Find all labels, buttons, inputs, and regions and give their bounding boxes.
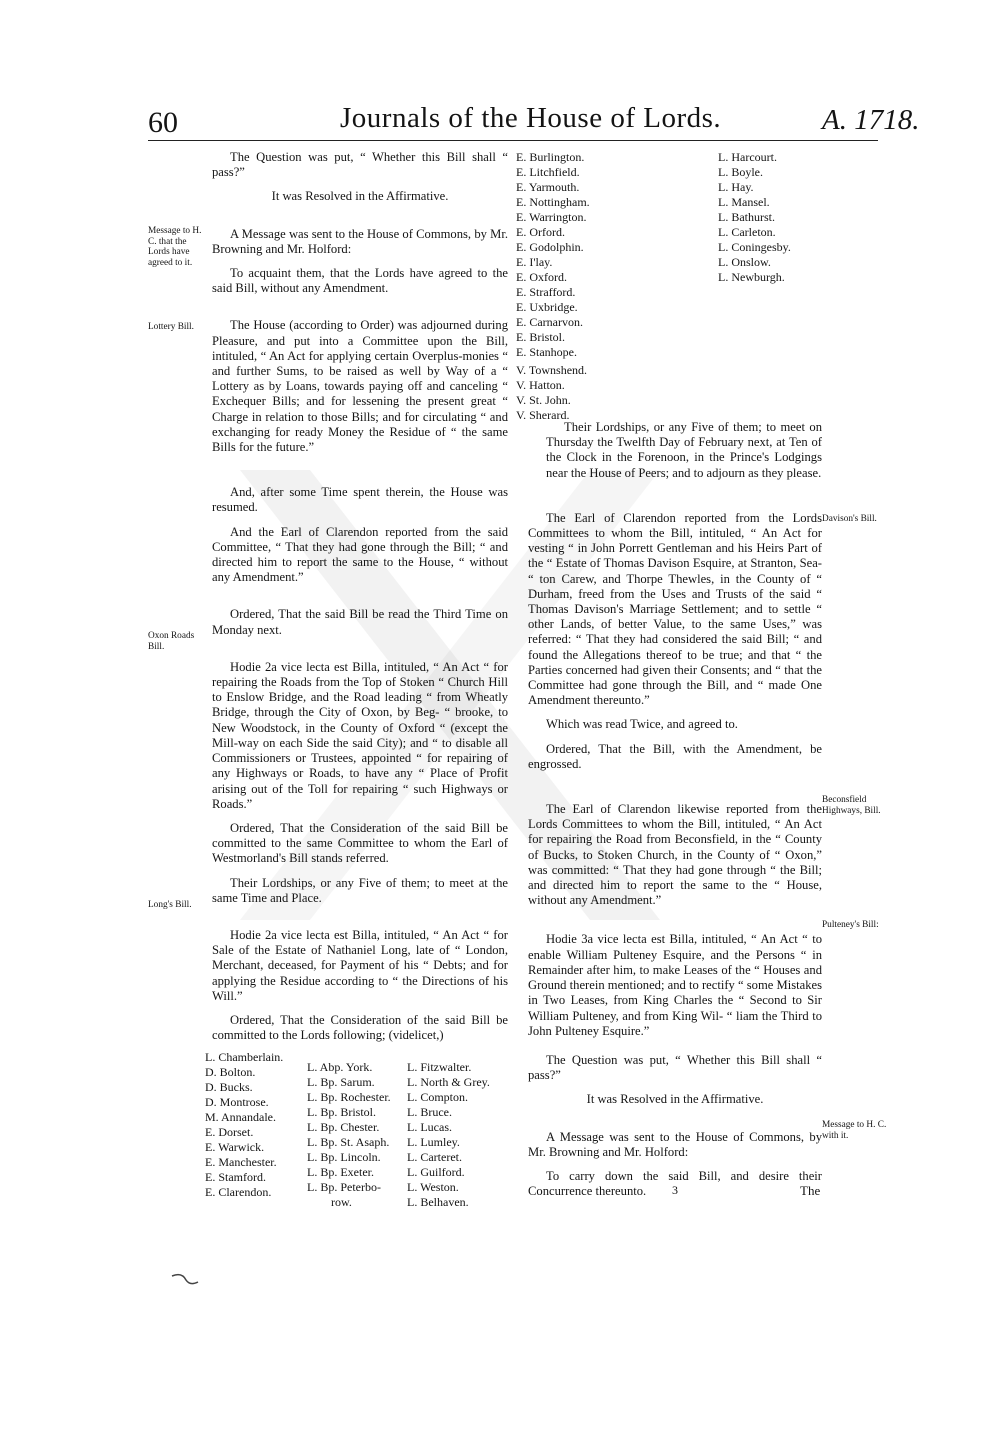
margin-note: Davison's Bill. xyxy=(822,514,877,524)
paragraph: Ordered, That the Consideration of the said Bill be committed to the Lords following; (videlicet,) xyxy=(212,1012,508,1043)
right-column xyxy=(528,420,822,1208)
list-item: L. Newburgh. xyxy=(718,270,785,284)
list-item: L. Bp. St. Asaph. xyxy=(307,1135,390,1149)
list-item: V. Hatton. xyxy=(516,378,565,392)
list-item: L. Chamberlain. xyxy=(205,1050,284,1064)
list-item: L. Fitzwalter. xyxy=(407,1060,472,1074)
paragraph: Which was read Twice, and agreed to. xyxy=(546,717,738,732)
paragraph: The Earl of Clarendon likewise reported from the Lords Committees to whom the Bill, intituled, “ An Act for repairing the Road from Beconsfield, in the “ County of Bucks, to Stoken Church, in the County of “ Oxon,” was committed: “ That they had gone through “ the Bill; and directed him to report the same to the “ House, without any Amendment.” xyxy=(528,802,822,908)
list-item: E. Stanhope. xyxy=(516,345,577,359)
list-item: V. St. John. xyxy=(516,393,571,407)
right-lords-col1 xyxy=(516,150,590,423)
margin-note: Lottery Bill. xyxy=(148,322,194,332)
list-item: E. Litchfield. xyxy=(516,165,580,179)
list-item: E. Warwick. xyxy=(205,1140,265,1154)
list-item: L. Weston. xyxy=(407,1180,459,1194)
paragraph: To acquaint them, that the Lords have agreed to the said Bill, without any Amendment. xyxy=(212,266,508,296)
paragraph: To carry down the said Bill, and desire their Concurrence thereunto. xyxy=(528,1168,822,1199)
list-item: E. Yarmouth. xyxy=(516,180,580,194)
list-item: E. Carnarvon. xyxy=(516,315,583,329)
list-item: E. Manchester. xyxy=(205,1155,277,1169)
paragraph: The House (according to Order) was adjourned during Pleasure, and put into a Committee upon the Bill, intituled, “ An Act for applying certain Overplus-monies “ and further Sums, to be raised as well by Way of a “ Lottery as by Loans, towards paying off and canceling “ Exchequer Bills; and for lessening the present great “ Charge in relation to those Bills; and for circulating “ and exchanging for ready Money the Residue of “ the same Bills for the future.” xyxy=(212,318,508,455)
margin-note: Message to H. C. with it. xyxy=(822,1120,887,1141)
margin-note: Long's Bill. xyxy=(148,900,192,910)
list-item: M. Annandale. xyxy=(205,1110,276,1124)
paragraph: Ordered, That the Consideration of the said Bill be committed to the same Committee to whom the Earl of Westmorland's Bill stands referred. xyxy=(212,820,508,866)
list-item: L. Bruce. xyxy=(407,1105,452,1119)
lords-list-col1 xyxy=(205,1050,283,1200)
list-item: D. Bolton. xyxy=(205,1065,256,1079)
list-item: L. Hay. xyxy=(718,180,754,194)
paragraph: The Earl of Clarendon reported from the Lords Committees to whom the Bill, intituled, “ An Act for vesting “ in John Porrett Gentleman and his Heirs Part of the “ Estate of Thomas Davison Esquire, at Stranton, Sea- “ ton Carew, and Thorpe Thewles, in the County of “ Durham, freed from the Uses and Trusts of the said “ Thomas Davison's Marriage Settlement; and to settle “ other Lands, of better Value, to the same Uses,” was referred: “ That they had considered the said Bill; “ and found the Allegations thereof to be true; and that “ the Parties concerned had given their Consents; and “ that the Committee had gone through the Bill, and “ made One Amendment thereunto.” xyxy=(528,510,822,708)
list-item: L. Onslow. xyxy=(718,255,771,269)
paragraph: Their Lordships, or any Five of them; to meet at the same Time and Place. xyxy=(212,875,508,905)
page-number: 60 xyxy=(148,106,178,139)
list-item: L. Mansel. xyxy=(718,195,770,209)
margin-note: Pulteney's Bill: xyxy=(822,920,879,930)
list-item: L. Lucas. xyxy=(407,1120,452,1134)
list-item: V. Townshend. xyxy=(516,363,588,377)
page-title: Journals of the House of Lords. xyxy=(340,102,722,134)
paragraph: Hodie 2a vice lecta est Billa, intituled, “ An Act “ for Sale of the Estate of Nathaniel Long, late of “ London, Merchant, deceased, for Payment of his “ Debts; and for applying the Residue according to “ the Directions of his Will.” xyxy=(212,927,508,1003)
paragraph: It was Resolved in the Affirmative. xyxy=(586,1092,764,1107)
list-item: E. Strafford. xyxy=(516,285,576,299)
list-item: L. Bp. Peterbo- xyxy=(307,1180,381,1194)
list-item: E. Godolphin. xyxy=(516,240,584,254)
list-item: E. Orford. xyxy=(516,225,565,239)
signature-mark: 3 xyxy=(672,1183,678,1197)
list-item: L. Abp. York. xyxy=(307,1060,373,1074)
paragraph: It was Resolved in the Affirmative. xyxy=(271,189,449,204)
list-item: L. Bp. Exeter. xyxy=(307,1165,374,1179)
list-item: L. Guilford. xyxy=(407,1165,465,1179)
paragraph: The Question was put, “ Whether this Bill shall “ pass?” xyxy=(528,1052,822,1083)
list-item: L. Bp. Sarum. xyxy=(307,1075,375,1089)
list-item: E. Burlington. xyxy=(516,150,585,164)
list-item: L. Boyle. xyxy=(718,165,763,179)
list-item: L. Bp. Lincoln. xyxy=(307,1150,381,1164)
catchword: The xyxy=(800,1183,821,1198)
list-item: L. Bp. Bristol. xyxy=(307,1105,377,1119)
paragraph: And, after some Time spent therein, the House was resumed. xyxy=(212,485,508,515)
list-item: E. Clarendon. xyxy=(205,1185,272,1199)
paragraph: A Message was sent to the House of Commons, by Mr. Browning and Mr. Holford: xyxy=(212,226,508,256)
list-item: L. Bathurst. xyxy=(718,210,775,224)
paragraph: Hodie 3a vice lecta est Billa, intituled, “ An Act “ to enable William Pulteney Esquire, and the Persons “ in Remainder after him, to make Leases of the “ Houses and Ground therein mentioned; and to rectify “ some Mistakes in Two Leases, from King Charles the “ Second to Sir William Pulteney, and from King Wil- “ liam the Third to John Pulteney Esquire.” xyxy=(528,932,822,1038)
list-item: D. Montrose. xyxy=(205,1095,269,1109)
list-item: E. Uxbridge. xyxy=(516,300,578,314)
list-item: E. I'lay. xyxy=(516,255,553,269)
list-item: E. Oxford. xyxy=(516,270,567,284)
left-column xyxy=(212,150,508,1052)
list-item: E. Warrington. xyxy=(516,210,587,224)
paragraph: And the Earl of Clarendon reported from the said Committee, “ That they had gone through the Bill; “ and directed him to report the same to the House, “ without any Amendment.” xyxy=(212,524,508,585)
list-item: L. Belhaven. xyxy=(407,1195,469,1209)
list-item: L. Bp. Rochester. xyxy=(307,1090,391,1104)
paragraph: Ordered, That the Bill, with the Amendment, be engrossed. xyxy=(528,741,822,771)
list-item: L. Carleton. xyxy=(718,225,776,239)
list-item: E. Dorset. xyxy=(205,1125,254,1139)
lords-list-col3 xyxy=(407,1060,490,1210)
header-rule xyxy=(148,140,878,141)
list-item: L. Bp. Chester. xyxy=(307,1120,380,1134)
paragraph: Their Lordships, or any Five of them; to meet on Thursday the Twelfth Day of February next, at Ten of the Clock in the Forenoon, in the Prince's Lodgings near the House of Peers; and to adjourn as they please. xyxy=(546,420,822,480)
page-year: A. 1718. xyxy=(822,104,920,136)
list-item: E. Stamford. xyxy=(205,1170,266,1184)
margin-note: Beconsfield Highways, Bill. xyxy=(822,795,881,816)
list-item: V. Sherard. xyxy=(516,408,570,422)
margin-note: Message to H. C. that the Lords have agreed to it. xyxy=(148,226,202,268)
list-item: E. Bristol. xyxy=(516,330,566,344)
list-item: L. Carteret. xyxy=(407,1150,462,1164)
paragraph: Ordered, That the said Bill be read the Third Time on Monday next. xyxy=(212,607,508,637)
list-item: L. Compton. xyxy=(407,1090,469,1104)
list-item: E. Nottingham. xyxy=(516,195,590,209)
list-item: L. Harcourt. xyxy=(718,150,777,164)
paragraph: Hodie 2a vice lecta est Billa, intituled, “ An Act “ for repairing the Roads from the Top of Stoken “ Church Hill to Enslow Bridge, and the Road leading “ from Wheatly Bridge, through the City of Oxon, by Beg- “ brooke, to New Woodstock, in the County of Oxford “ (except the Mill-way on each Side the said City); and “ to disable all Commissioners or Trustees, appointed “ for repairing of any Highways or Roads, to have any “ Place of Profit arising out of the Toll for repairing “ such Highways or Roads.” xyxy=(212,659,508,811)
list-item: row. xyxy=(331,1195,352,1209)
list-item: L. Coningesby. xyxy=(718,240,791,254)
list-item: L. North & Grey. xyxy=(407,1075,490,1089)
list-item: D. Bucks. xyxy=(205,1080,253,1094)
margin-note: Oxon Roads Bill. xyxy=(148,631,195,652)
paragraph: The Question was put, “ Whether this Bill shall “ pass?” xyxy=(212,150,508,180)
lords-list-col2 xyxy=(307,1060,391,1210)
right-lords-col2 xyxy=(718,150,791,285)
list-item: L. Lumley. xyxy=(407,1135,460,1149)
stray-mark-icon xyxy=(170,1270,200,1290)
paragraph: A Message was sent to the House of Commons, by Mr. Browning and Mr. Holford: xyxy=(528,1129,822,1159)
